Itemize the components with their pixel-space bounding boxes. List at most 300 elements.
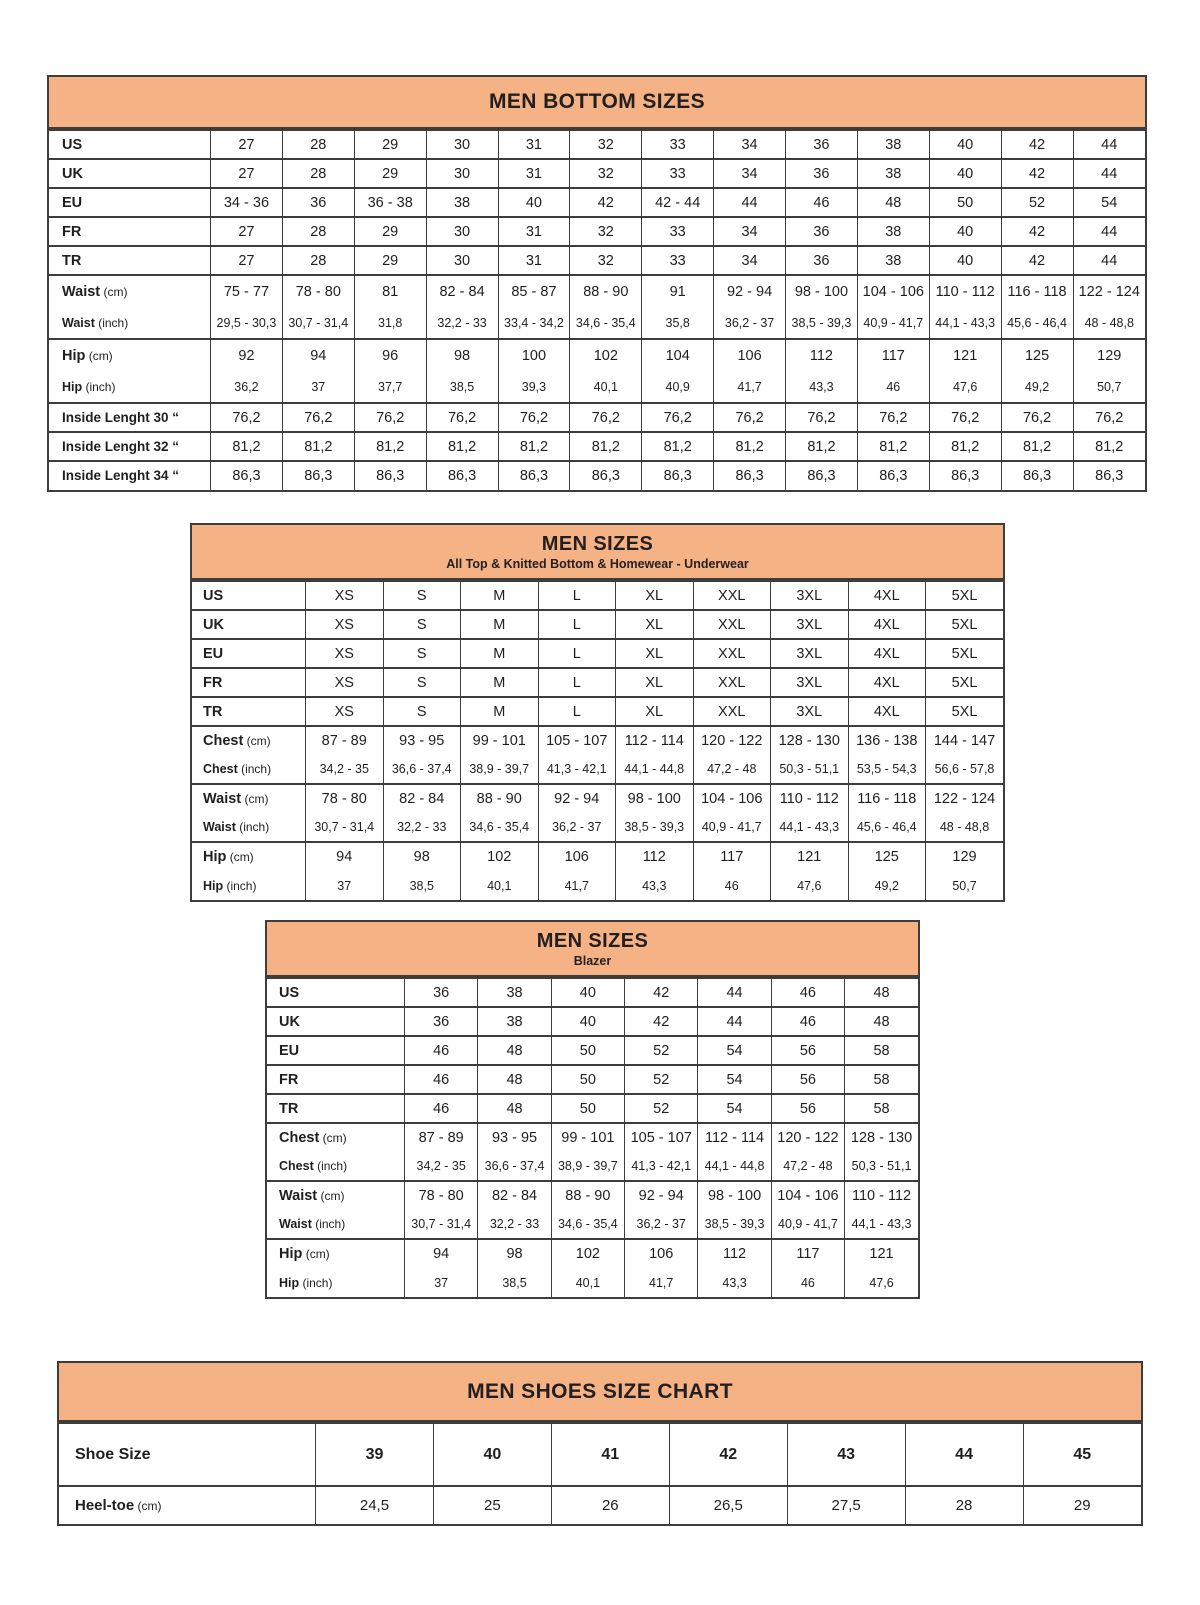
size-cell: 25: [433, 1486, 551, 1524]
size-cell: 44: [714, 188, 786, 217]
size-cell: 47,6: [771, 871, 849, 900]
size-cell: 42: [625, 1007, 698, 1036]
table-subtitle: All Top & Knitted Bottom & Homewear - Underwear: [446, 556, 749, 571]
size-cell: XS: [306, 639, 384, 668]
row-group: [267, 1036, 918, 1065]
row-label: Hip (cm): [279, 1246, 330, 1262]
table-row: [192, 842, 1003, 871]
size-cell: 88 - 90: [461, 784, 539, 813]
size-cell: 120 - 122: [693, 726, 771, 755]
size-cell: 34: [714, 217, 786, 246]
men-shoes-size-chart-table: [57, 1361, 1143, 1526]
size-cell: 27: [211, 246, 283, 275]
size-cell: 112: [616, 842, 694, 871]
row-label: US: [279, 984, 300, 1001]
size-cell: XL: [616, 610, 694, 639]
size-cell: 44: [698, 1007, 771, 1036]
row-group: [49, 159, 1145, 188]
size-cell: 36: [786, 246, 858, 275]
size-cell: 81,2: [857, 432, 929, 461]
size-cell: 42 - 44: [642, 188, 714, 217]
size-cell: 52: [625, 1094, 698, 1123]
size-cell: L: [538, 610, 616, 639]
size-cell: 36,2 - 37: [714, 307, 786, 339]
size-cell: 81,2: [282, 432, 354, 461]
size-cell: XL: [616, 581, 694, 610]
row-label: Inside Lenght 32 “: [62, 438, 180, 454]
size-cell: 99 - 101: [461, 726, 539, 755]
size-cell: 117: [857, 339, 929, 371]
size-cell: 76,2: [426, 403, 498, 432]
size-cell: 40,9: [642, 371, 714, 403]
size-cell: 56: [771, 1065, 844, 1094]
table-row: [49, 217, 1145, 246]
row-group: [49, 130, 1145, 159]
size-cell: XS: [306, 697, 384, 726]
size-cell: 56: [771, 1036, 844, 1065]
size-cell: 32,2 - 33: [383, 813, 461, 842]
size-cell: 3XL: [771, 697, 849, 726]
size-cell: 110 - 112: [845, 1181, 918, 1210]
row-group: [49, 432, 1145, 461]
size-cell: 34,6 - 35,4: [551, 1210, 624, 1239]
row-group: [192, 697, 1003, 726]
size-cell: 41,7: [538, 871, 616, 900]
size-cell: 42: [669, 1423, 787, 1486]
size-cell: 3XL: [771, 610, 849, 639]
size-cell: 125: [848, 842, 926, 871]
row-label: Waist (cm): [62, 283, 128, 300]
size-cell: 125: [1001, 339, 1073, 371]
table-row: [49, 159, 1145, 188]
size-cell: 34: [714, 246, 786, 275]
size-cell: 32: [570, 130, 642, 159]
row-group: [267, 1007, 918, 1036]
size-cell: 44,1 - 44,8: [616, 755, 694, 784]
size-cell: 78 - 80: [282, 275, 354, 307]
size-cell: 110 - 112: [929, 275, 1001, 307]
size-cell: M: [461, 668, 539, 697]
size-cell: 92 - 94: [538, 784, 616, 813]
row-group: [49, 188, 1145, 217]
size-cell: M: [461, 581, 539, 610]
size-cell: 76,2: [1073, 403, 1145, 432]
size-cell: 102: [551, 1239, 624, 1268]
size-cell: L: [538, 581, 616, 610]
size-cell: 86,3: [426, 461, 498, 490]
size-cell: 144 - 147: [926, 726, 1004, 755]
men-bottom-sizes-table: [47, 75, 1147, 492]
size-cell: 33: [642, 246, 714, 275]
row-label: UK: [203, 616, 224, 633]
size-cell: 93 - 95: [478, 1123, 551, 1152]
size-cell: 31: [498, 217, 570, 246]
size-cell: 40,1: [570, 371, 642, 403]
table-title: MEN SHOES SIZE CHART: [467, 1379, 733, 1403]
size-cell: 30,7 - 31,4: [282, 307, 354, 339]
row-group: [192, 639, 1003, 668]
table-title-bar: [59, 1363, 1141, 1422]
size-cell: 38,5 - 39,3: [698, 1210, 771, 1239]
row-label: Hip (cm): [62, 347, 113, 364]
size-cell: 41: [551, 1423, 669, 1486]
table-row: [192, 697, 1003, 726]
size-cell: 105 - 107: [538, 726, 616, 755]
row-label: Chest (inch): [279, 1159, 348, 1173]
size-cell: 4XL: [848, 610, 926, 639]
row-label: Waist (cm): [279, 1188, 345, 1204]
size-cell: 36 - 38: [354, 188, 426, 217]
table-row: [267, 1036, 918, 1065]
row-label: FR: [203, 674, 223, 691]
row-group: [59, 1423, 1141, 1486]
size-cell: 3XL: [771, 581, 849, 610]
size-cell: 44: [1073, 159, 1145, 188]
size-cell: 116 - 118: [1001, 275, 1073, 307]
size-cell: 42: [570, 188, 642, 217]
size-cell: 36: [786, 217, 858, 246]
table-row: [49, 130, 1145, 159]
table-row: [192, 813, 1003, 842]
size-cell: 106: [625, 1239, 698, 1268]
size-cell: 41,7: [625, 1268, 698, 1297]
size-cell: 40: [929, 246, 1001, 275]
size-cell: 104 - 106: [857, 275, 929, 307]
size-cell: 30: [426, 217, 498, 246]
men-sizes-tops-grid: [192, 580, 1003, 900]
size-cell: 86,3: [786, 461, 858, 490]
size-cell: 40: [551, 978, 624, 1007]
men-sizes-blazer-grid: [267, 977, 918, 1297]
size-cell: 86,3: [570, 461, 642, 490]
size-cell: 46: [693, 871, 771, 900]
size-cell: 50,7: [926, 871, 1004, 900]
size-cell: 92 - 94: [714, 275, 786, 307]
table-row: [49, 307, 1145, 339]
size-cell: 106: [538, 842, 616, 871]
size-cell: 81,2: [929, 432, 1001, 461]
row-label: TR: [203, 703, 223, 720]
table-row: [267, 1210, 918, 1239]
size-cell: 36,2 - 37: [625, 1210, 698, 1239]
size-cell: 98 - 100: [786, 275, 858, 307]
size-cell: 82 - 84: [426, 275, 498, 307]
row-label: FR: [279, 1071, 299, 1088]
size-cell: 78 - 80: [306, 784, 384, 813]
row-group: [267, 1094, 918, 1123]
size-cell: 42: [1001, 217, 1073, 246]
size-cell: 98: [383, 842, 461, 871]
row-group: [192, 668, 1003, 697]
size-cell: 40: [929, 159, 1001, 188]
size-cell: XXL: [693, 668, 771, 697]
size-cell: 76,2: [570, 403, 642, 432]
size-cell: 39: [316, 1423, 434, 1486]
size-cell: 47,6: [929, 371, 1001, 403]
size-cell: 58: [845, 1036, 918, 1065]
size-cell: 46: [771, 978, 844, 1007]
size-cell: 86,3: [282, 461, 354, 490]
table-row: [49, 339, 1145, 371]
size-cell: 86,3: [857, 461, 929, 490]
size-cell: 102: [570, 339, 642, 371]
row-label: US: [203, 587, 224, 604]
size-cell: 48 - 48,8: [1073, 307, 1145, 339]
size-cell: 122 - 124: [1073, 275, 1145, 307]
table-row: [192, 610, 1003, 639]
size-cell: 47,2 - 48: [771, 1152, 844, 1181]
table-row: [192, 784, 1003, 813]
row-label: Shoe Size: [75, 1445, 151, 1463]
size-cell: 47,6: [845, 1268, 918, 1297]
size-cell: 29: [354, 246, 426, 275]
size-cell: 40: [551, 1007, 624, 1036]
row-group: [267, 978, 918, 1007]
size-cell: XS: [306, 610, 384, 639]
table-title-bar: [267, 922, 918, 977]
size-cell: 29,5 - 30,3: [211, 307, 283, 339]
size-cell: 38: [857, 159, 929, 188]
row-group: [49, 461, 1145, 490]
size-cell: 76,2: [714, 403, 786, 432]
table-row: [267, 1094, 918, 1123]
size-cell: 27: [211, 217, 283, 246]
size-cell: L: [538, 697, 616, 726]
table-row: [49, 403, 1145, 432]
size-cell: 50: [929, 188, 1001, 217]
size-cell: 36: [786, 159, 858, 188]
size-cell: 50: [551, 1036, 624, 1065]
size-cell: 26,5: [669, 1486, 787, 1524]
table-title-bar: [192, 525, 1003, 580]
size-cell: S: [383, 581, 461, 610]
size-cell: 81,2: [714, 432, 786, 461]
size-cell: 40: [433, 1423, 551, 1486]
row-label: Chest (inch): [203, 762, 272, 776]
size-cell: 4XL: [848, 697, 926, 726]
size-cell: 36: [405, 978, 478, 1007]
size-cell: 128 - 130: [845, 1123, 918, 1152]
size-cell: 46: [405, 1065, 478, 1094]
row-label: Hip (inch): [279, 1275, 333, 1290]
row-label: US: [62, 136, 83, 153]
size-cell: 81,2: [642, 432, 714, 461]
size-cell: 32: [570, 246, 642, 275]
size-cell: 112 - 114: [698, 1123, 771, 1152]
size-cell: 44,1 - 43,3: [771, 813, 849, 842]
size-cell: 47,2 - 48: [693, 755, 771, 784]
size-cell: 128 - 130: [771, 726, 849, 755]
size-cell: 87 - 89: [306, 726, 384, 755]
row-group: [49, 246, 1145, 275]
men-shoes-size-chart-grid: [59, 1422, 1141, 1524]
size-cell: 34: [714, 130, 786, 159]
row-label: EU: [279, 1042, 300, 1059]
size-cell: 38,9 - 39,7: [461, 755, 539, 784]
size-cell: 44: [1073, 130, 1145, 159]
size-cell: 102: [461, 842, 539, 871]
size-cell: 50,7: [1073, 371, 1145, 403]
table-row: [49, 246, 1145, 275]
row-label: Waist (inch): [203, 820, 270, 834]
size-cell: XXL: [693, 639, 771, 668]
size-cell: 56: [771, 1094, 844, 1123]
size-cell: XS: [306, 668, 384, 697]
size-cell: S: [383, 639, 461, 668]
row-group: [49, 275, 1145, 339]
size-cell: 94: [405, 1239, 478, 1268]
size-cell: 120 - 122: [771, 1123, 844, 1152]
row-group: [49, 339, 1145, 403]
row-group: [192, 784, 1003, 842]
size-cell: 29: [354, 130, 426, 159]
size-cell: L: [538, 668, 616, 697]
size-cell: 40,9 - 41,7: [857, 307, 929, 339]
size-cell: 31: [498, 130, 570, 159]
size-cell: 4XL: [848, 581, 926, 610]
size-cell: XL: [616, 639, 694, 668]
table-row: [59, 1486, 1141, 1524]
size-cell: 76,2: [929, 403, 1001, 432]
size-cell: 94: [282, 339, 354, 371]
table-row: [192, 871, 1003, 900]
size-cell: 58: [845, 1065, 918, 1094]
size-cell: 45,6 - 46,4: [1001, 307, 1073, 339]
table-row: [49, 461, 1145, 490]
size-cell: 42: [1001, 246, 1073, 275]
size-cell: 100: [498, 339, 570, 371]
size-cell: 34,6 - 35,4: [461, 813, 539, 842]
size-cell: 76,2: [642, 403, 714, 432]
size-cell: 40,9 - 41,7: [771, 1210, 844, 1239]
size-cell: 82 - 84: [383, 784, 461, 813]
size-cell: 43,3: [786, 371, 858, 403]
row-group: [192, 581, 1003, 610]
size-cell: 52: [625, 1036, 698, 1065]
size-cell: 29: [354, 217, 426, 246]
row-label: Chest (cm): [203, 733, 271, 749]
size-cell: 46: [405, 1094, 478, 1123]
size-cell: 93 - 95: [383, 726, 461, 755]
row-label: Waist (inch): [279, 1217, 346, 1231]
size-cell: 39,3: [498, 371, 570, 403]
size-cell: 98: [478, 1239, 551, 1268]
row-label: Chest (cm): [279, 1130, 347, 1146]
size-cell: 38,5: [426, 371, 498, 403]
size-cell: 45: [1023, 1423, 1141, 1486]
size-cell: 86,3: [714, 461, 786, 490]
size-cell: 30: [426, 130, 498, 159]
table-subtitle: Blazer: [573, 953, 612, 968]
size-cell: 46: [771, 1268, 844, 1297]
size-cell: 46: [857, 371, 929, 403]
size-cell: 38: [857, 246, 929, 275]
size-cell: 129: [926, 842, 1004, 871]
size-cell: 81: [354, 275, 426, 307]
size-cell: 98 - 100: [698, 1181, 771, 1210]
size-cell: 40: [929, 130, 1001, 159]
table-row: [49, 371, 1145, 403]
size-cell: 87 - 89: [405, 1123, 478, 1152]
size-cell: 38,5 - 39,3: [616, 813, 694, 842]
size-cell: 86,3: [929, 461, 1001, 490]
size-cell: 42: [625, 978, 698, 1007]
size-cell: XS: [306, 581, 384, 610]
size-cell: 129: [1073, 339, 1145, 371]
row-group: [267, 1181, 918, 1239]
size-cell: 32: [570, 159, 642, 188]
size-cell: 42: [1001, 159, 1073, 188]
size-cell: 104: [642, 339, 714, 371]
size-cell: 27,5: [787, 1486, 905, 1524]
size-cell: S: [383, 610, 461, 639]
size-cell: 52: [1001, 188, 1073, 217]
size-cell: 36,2 - 37: [538, 813, 616, 842]
table-row: [49, 188, 1145, 217]
size-cell: 44: [1073, 246, 1145, 275]
row-group: [267, 1065, 918, 1094]
size-cell: 48: [857, 188, 929, 217]
size-cell: 76,2: [786, 403, 858, 432]
size-cell: 49,2: [848, 871, 926, 900]
size-cell: 81,2: [1001, 432, 1073, 461]
table-title: MEN SIZES: [541, 532, 654, 555]
men-sizes-tops-table: [190, 523, 1005, 902]
size-cell: 76,2: [354, 403, 426, 432]
size-cell: 31: [498, 159, 570, 188]
size-cell: 56,6 - 57,8: [926, 755, 1004, 784]
size-cell: 105 - 107: [625, 1123, 698, 1152]
size-cell: L: [538, 639, 616, 668]
size-cell: 27: [211, 159, 283, 188]
size-cell: XL: [616, 668, 694, 697]
size-cell: 58: [845, 1094, 918, 1123]
size-cell: 41,7: [714, 371, 786, 403]
size-cell: M: [461, 639, 539, 668]
table-row: [267, 1065, 918, 1094]
size-cell: 106: [714, 339, 786, 371]
size-cell: 34: [714, 159, 786, 188]
size-cell: 88 - 90: [570, 275, 642, 307]
row-label: Waist (inch): [62, 315, 129, 330]
size-cell: 38,9 - 39,7: [551, 1152, 624, 1181]
size-cell: 116 - 118: [848, 784, 926, 813]
size-cell: 37: [306, 871, 384, 900]
size-cell: 76,2: [498, 403, 570, 432]
size-cell: 52: [625, 1065, 698, 1094]
table-row: [49, 432, 1145, 461]
size-cell: 76,2: [282, 403, 354, 432]
size-cell: 4XL: [848, 639, 926, 668]
size-cell: 54: [698, 1065, 771, 1094]
size-cell: 86,3: [354, 461, 426, 490]
size-cell: 81,2: [211, 432, 283, 461]
size-cell: 40: [929, 217, 1001, 246]
size-cell: 44,1 - 43,3: [929, 307, 1001, 339]
table-title-bar: [49, 77, 1145, 129]
size-cell: 33: [642, 217, 714, 246]
size-cell: 49,2: [1001, 371, 1073, 403]
row-label: Inside Lenght 30 “: [62, 409, 180, 425]
size-cell: 44: [1073, 217, 1145, 246]
size-cell: 46: [771, 1007, 844, 1036]
size-cell: 48 - 48,8: [926, 813, 1004, 842]
size-cell: 28: [282, 246, 354, 275]
size-cell: 29: [354, 159, 426, 188]
row-group: [192, 842, 1003, 900]
size-cell: 76,2: [211, 403, 283, 432]
row-label: EU: [203, 645, 224, 662]
